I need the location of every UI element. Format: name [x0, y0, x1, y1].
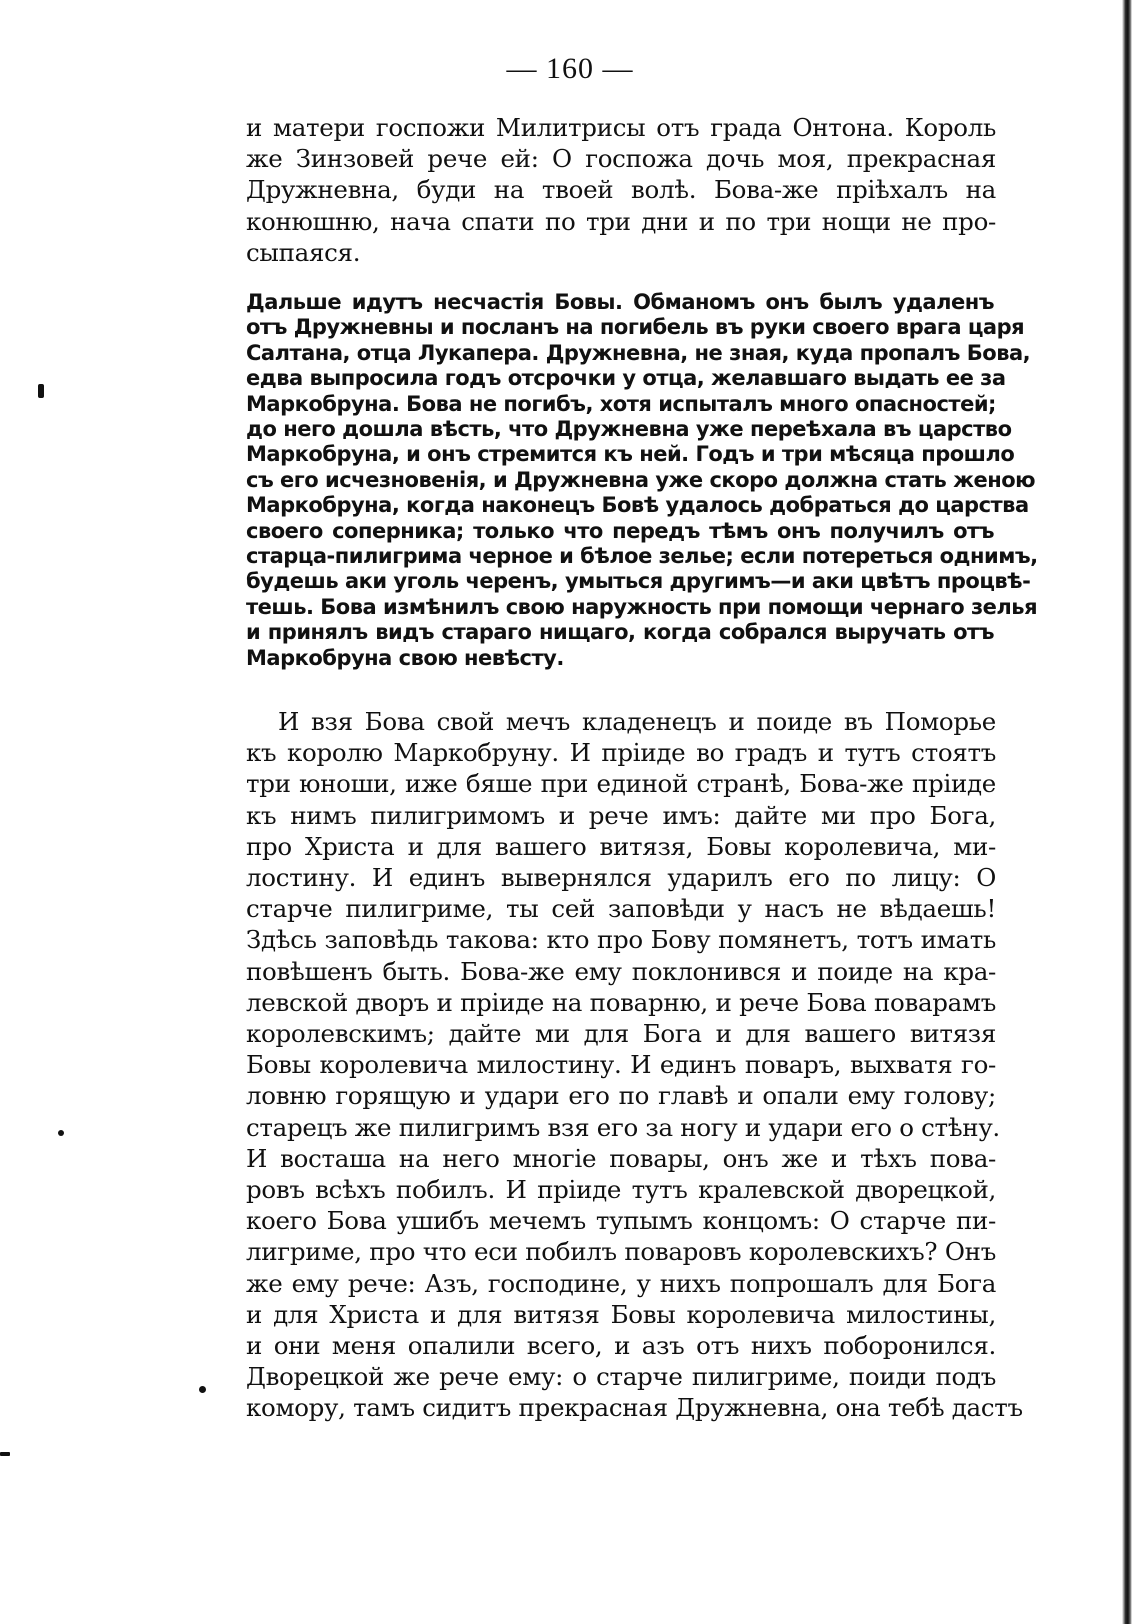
text-line: тешь. Бова измѣнилъ свою наружность при помощи чернаго зелья	[246, 594, 1038, 619]
text-line: Дальше идутъ несчастія Бовы. Обманомъ онъ былъ удаленъ	[246, 290, 994, 314]
paragraph-narrative	[246, 706, 1023, 1424]
text-line: ловню горящую и удари его по главѣ и опали ему голову;	[246, 1081, 996, 1111]
text-line: едва выпросила годъ отсрочки у отца, желавшаго выдать ее за	[246, 366, 1006, 391]
text-line: и они меня опалили всего, и азъ отъ нихъ поборонился.	[246, 1331, 996, 1361]
paragraph-summary	[246, 290, 1038, 671]
ink-speck-1	[38, 384, 44, 398]
text-line: же Зинзовей рече ей: О госпожа дочь моя, прекрасная	[246, 144, 996, 174]
text-line: сыпаяся.	[246, 237, 361, 267]
text-line: Маркобруна. Бова не погибъ, хотя испыталъ много опасностей;	[246, 391, 996, 416]
text-line: съ его исчезновенія, и Дружневна уже скоро должна стать женою	[246, 467, 1036, 492]
text-line: своего соперника; только что передъ тѣмъ онъ получилъ отъ	[246, 518, 994, 543]
text-line: отъ Дружневны и посланъ на погибель въ руки своего врага царя	[246, 315, 1025, 340]
text-line: и матери госпожи Милитрисы отъ града Онтона. Король	[246, 113, 996, 142]
scan-edge-shadow	[1122, 0, 1132, 1624]
text-line: лигриме, про что еси побилъ поваровъ королевскихъ? Онъ	[246, 1237, 996, 1267]
text-line: про Христа и для вашего витязя, Бовы королевича, ми-	[246, 831, 996, 861]
text-line: Дружневна, буди на твоей волѣ. Бова-же пріѣхалъ на	[246, 175, 996, 205]
ink-speck-4	[0, 1452, 10, 1456]
text-line: три юноши, иже бяше при единой странѣ, Бова-же пріиде	[246, 769, 996, 799]
text-line: Маркобруна, и онъ стремится къ ней. Годъ и три мѣсяца прошло	[246, 442, 1015, 467]
text-line: къ нимъ пилигримомъ и рече имъ: дайте ми про Бога,	[246, 800, 996, 830]
text-line: повѣшенъ быть. Бова-же ему поклонився и поиде на кра-	[246, 956, 996, 986]
text-line: старца-пилигрима черное и бѣлое зелье; если потереться однимъ,	[246, 544, 1038, 569]
text-line: Бовы королевича милостину. И единъ поваръ, выхватя го-	[246, 1050, 996, 1080]
ink-speck-3	[199, 1386, 206, 1393]
text-line: Дворецкой же рече ему: о старче пилигриме, поиди подъ	[246, 1362, 996, 1392]
text-line: старецъ же пилигримъ взя его за ногу и удари его о стѣну.	[246, 1112, 1000, 1142]
text-line: левской дворъ и пріиде на поварню, и рече Бова поварамъ	[246, 987, 996, 1017]
text-line: И восташа на него многіе повары, онъ же и тѣхъ пова-	[246, 1143, 996, 1173]
text-line: же ему рече: Азъ, господине, у нихъ попрошалъ для Бога	[246, 1268, 996, 1298]
text-line: ровъ всѣхъ побилъ. И пріиде тутъ кралевской дворецкой,	[246, 1175, 996, 1205]
ink-speck-2	[58, 1130, 64, 1136]
text-line: будешь аки уголь черенъ, умыться другимъ—и аки цвѣтъ процвѣ-	[246, 569, 1031, 594]
text-line: конюшню, нача спати по три дни и по три нощи не про-	[246, 206, 996, 236]
text-line: коего Бова ушибъ мечемъ тупымъ концомъ: О старче пи-	[246, 1206, 996, 1236]
text-line: старче пилигриме, ты сей заповѣди у насъ не вѣдаешь!	[246, 894, 996, 924]
text-line: И взя Бова свой мечъ кладенецъ и поиде въ Поморье	[278, 707, 996, 736]
text-line: Маркобруна свою невѣсту.	[246, 645, 564, 670]
text-line: лостину. И единъ вывернялся ударилъ его по лицу: О	[246, 863, 996, 893]
text-line: и для Христа и для витязя Бовы королевича милостины,	[246, 1299, 996, 1329]
text-line: Здѣсь заповѣдь такова: кто про Бову помянетъ, тотъ имать	[246, 925, 996, 955]
page-number: — 160 —	[506, 52, 634, 85]
text-line: комору, тамъ сидитъ прекрасная Дружневна, она тебѣ дастъ	[246, 1393, 1023, 1423]
text-line: къ королю Маркобруну. И пріиде во градъ и тутъ стоятъ	[246, 738, 996, 768]
paragraph-intro	[246, 112, 996, 268]
text-line: Салтана, отца Лукапера. Дружневна, не зная, куда пропалъ Бова,	[246, 340, 1031, 365]
text-line: и принялъ видъ стараго нищаго, когда собрался выручать отъ	[246, 620, 994, 645]
text-line: королевскимъ; дайте ми для Бога и для вашего витязя	[246, 1019, 996, 1049]
text-line: до него дошла вѣсть, что Дружневна уже переѣхала въ царство	[246, 417, 1012, 442]
text-line: Маркобруна, когда наконецъ Бовѣ удалось добраться до царства	[246, 493, 1029, 518]
